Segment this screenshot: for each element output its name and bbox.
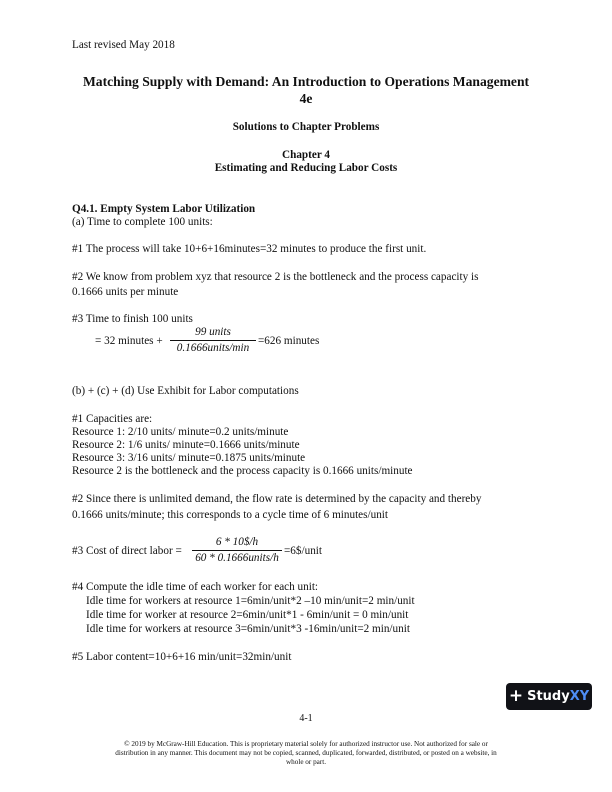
idle-resource-2: Idle time for worker at resource 2=6min/unit*1 - 6min/unit = 0 min/unit (86, 609, 409, 621)
chapter-title: Estimating and Reducing Labor Costs (214, 162, 398, 174)
studyxy-badge[interactable] (506, 683, 592, 710)
cost-numerator: 6 * 10$/h (215, 536, 259, 548)
page-title-edition: 4e (299, 91, 313, 106)
footer-line-3: whole or part. (285, 758, 327, 767)
equation-1-right: =626 minutes (258, 335, 320, 347)
step-2-line2: 0.1666 units per minute (72, 286, 179, 298)
cost-denominator: 60 * 0.1666units/h (195, 552, 279, 564)
cost-right: =6$/unit (284, 545, 323, 557)
equation-1-numerator: 99 units (195, 326, 231, 338)
step-1: #1 The process will take 10+6+16minutes=32 minutes to produce the first unit. (72, 243, 427, 255)
capacity-resource-1: Resource 1: 2/10 units/ minute=0.2 units/minute (72, 426, 289, 438)
plus-icon: + (508, 686, 524, 706)
idle-resource-3: Idle time for workers at resource 3=6min/unit*3 -16min/unit=2 min/unit (86, 623, 410, 635)
page-title: Matching Supply with Demand: An Introduction to Operations Management (82, 74, 530, 89)
capacity-resource-2: Resource 2: 1/6 units/ minute=0.1666 units/minute (72, 439, 300, 451)
step-2-line1: #2 We know from problem xyz that resource 2 is the bottleneck and the process capacity is (72, 271, 479, 283)
studyxy-logo: StudyXY (527, 689, 590, 704)
cost-fraction (192, 536, 282, 565)
flow-rate-line2: 0.1666 units/minute; this corresponds to a cycle time of 6 minutes/unit (72, 509, 389, 521)
capacities-heading: #1 Capacities are: (72, 413, 153, 425)
footer-line-2: distribution in any manner. This document may not be copied, scanned, duplicated, forwarded, distributed, or posted on a website, in (115, 749, 497, 758)
question-heading: Q4.1. Empty System Labor Utilization (72, 203, 256, 215)
flow-rate-line1: #2 Since there is unlimited demand, the flow rate is determined by the capacity and thereby (72, 493, 482, 505)
equation-1-denominator: 0.1666units/min (176, 342, 250, 354)
last-revised: Last revised May 2018 (72, 39, 175, 51)
idle-heading: #4 Compute the idle time of each worker for each unit: (72, 581, 319, 593)
subtitle: Solutions to Chapter Problems (232, 121, 380, 133)
page-number: 4-1 (299, 713, 313, 724)
copyright-footer (96, 740, 516, 768)
step-3: #3 Time to finish 100 units (72, 313, 193, 325)
fraction-bar (170, 340, 256, 341)
chapter-number: Chapter 4 (282, 149, 330, 161)
footer-line-1: © 2019 by McGraw-Hill Education. This is proprietary material solely for authorized instructor use. Not authorized for sale or (124, 740, 488, 748)
labor-content: #5 Labor content=10+6+16 min/unit=32min/unit (72, 651, 292, 663)
bottleneck-statement: Resource 2 is the bottleneck and the process capacity is 0.1666 units/minute (72, 465, 413, 477)
fraction-bar (192, 550, 282, 551)
part-a: (a) Time to complete 100 units: (72, 216, 213, 228)
part-bcd: (b) + (c) + (d) Use Exhibit for Labor computations (72, 385, 299, 397)
capacity-resource-3: Resource 3: 3/16 units/ minute=0.1875 units/minute (72, 452, 306, 464)
cost-left: #3 Cost of direct labor = (72, 545, 182, 557)
equation-1-fraction (170, 326, 256, 355)
equation-1-left: = 32 minutes + (95, 335, 163, 347)
idle-resource-1: Idle time for workers at resource 1=6min/unit*2 –10 min/unit=2 min/unit (86, 595, 415, 607)
